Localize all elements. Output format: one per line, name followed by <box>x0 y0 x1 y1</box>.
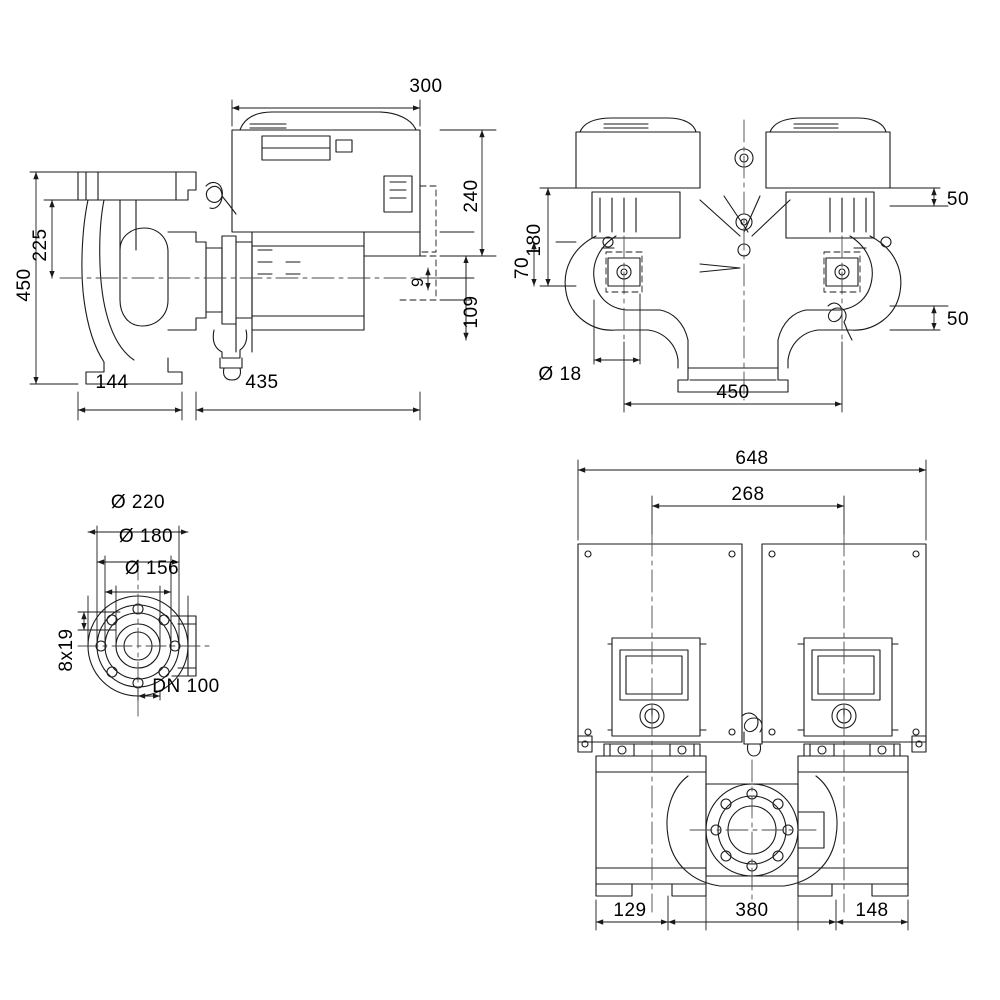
dim-450-top: 450 <box>716 382 750 403</box>
dim-148: 148 <box>855 900 889 921</box>
dim-outer-dia-220: Ø 220 <box>110 492 166 513</box>
top-view-geometry <box>565 118 901 392</box>
dim-144: 144 <box>95 372 129 393</box>
dim-268: 268 <box>731 484 765 505</box>
dim-435: 435 <box>245 372 279 393</box>
dim-648: 648 <box>735 448 769 469</box>
dim-bolt-hole-18: Ø 18 <box>538 364 582 385</box>
dim-109: 109 <box>461 295 482 329</box>
dim-300: 300 <box>409 76 443 97</box>
side-view-geometry <box>78 112 420 384</box>
dim-inner-dia-156: Ø 156 <box>124 558 180 579</box>
dim-dn100: DN 100 <box>152 676 220 697</box>
dim-225: 225 <box>30 228 51 262</box>
dim-180: 180 <box>524 223 545 257</box>
dim-129: 129 <box>613 900 647 921</box>
top-view-hidden-lines <box>606 252 860 292</box>
dim-70: 70 <box>512 256 533 280</box>
dim-380: 380 <box>735 900 769 921</box>
dim-bolt-pattern-8x19: 8x19 <box>56 628 77 672</box>
dim-50-top: 50 <box>946 189 970 210</box>
top-view-center-lines <box>624 120 842 400</box>
dim-bolt-circle-180: Ø 180 <box>118 526 174 547</box>
dim-9: 9 <box>408 277 427 287</box>
front-view-center-lines <box>652 534 844 912</box>
dim-240: 240 <box>461 179 482 213</box>
dim-450-side: 450 <box>14 268 35 302</box>
dim-50-bottom: 50 <box>946 309 970 330</box>
